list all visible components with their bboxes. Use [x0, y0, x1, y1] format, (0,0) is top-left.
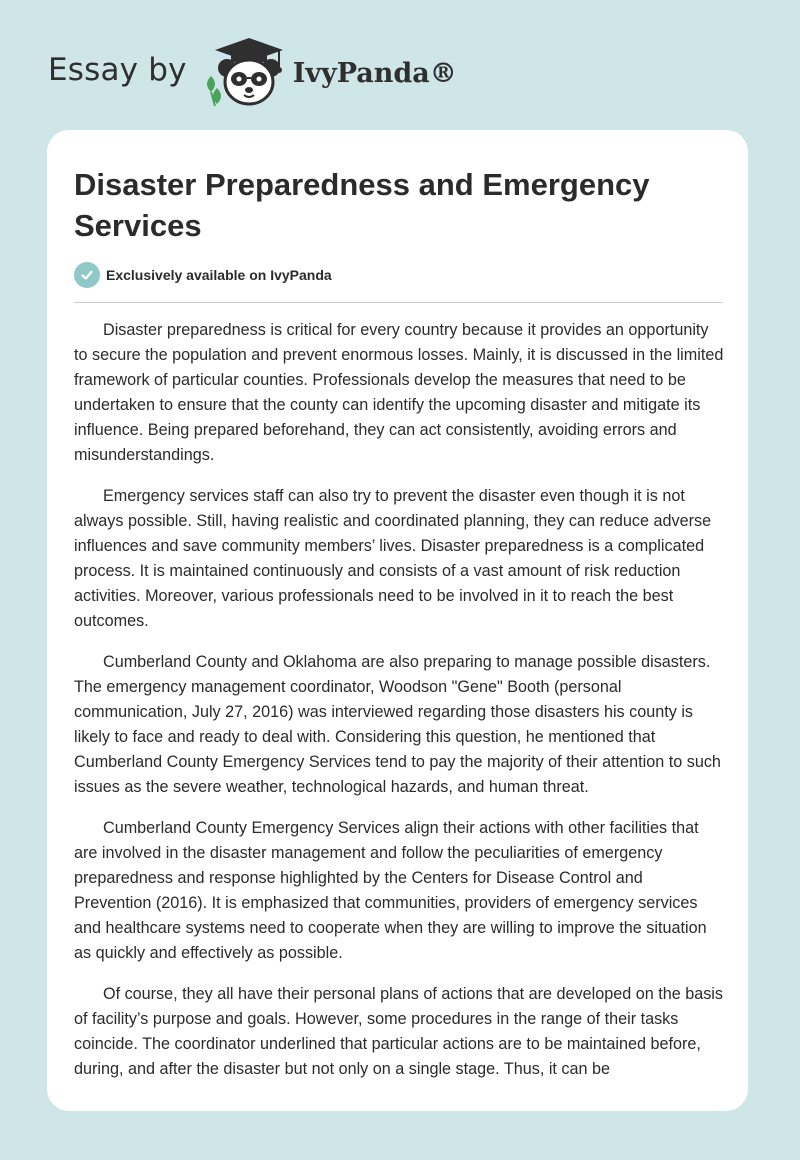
- paragraph: Cumberland County Emergency Services align their actions with other facilities that are involved in the disaster management and follow the peculiarities of emergency preparedness and response highlighted by the Centers for Disease Control and Prevention (2016). It is emphasized that communities, providers of emergency services and healthcare systems need to cooperate when they are willing to improve the situation as quickly and effectively as possible.: [74, 819, 707, 962]
- essay-by-label: Essay by: [48, 52, 187, 88]
- paragraph: Of course, they all have their personal plans of actions that are developed on the basis of facility’s purpose and goals. However, some procedures in the range of their tasks coincide. The coordinator underlined that particular actions are to be maintained before, during, and after the disaster but not only on a single stage. Thus, it can be: [74, 985, 724, 1078]
- check-icon: [74, 262, 100, 288]
- paragraph: Cumberland County and Oklahoma are also preparing to manage possible disasters. The emergency management coordinator, Woodson "Gene" Booth (personal communication, July 27, 2016) was interviewed regarding those disasters his county is likely to face and ready to deal with. Considering this question, he mentioned that Cumberland County Emergency Services tend to pay the majority of their attention to such issues as the severe weather, technological hazards, and human threat.: [74, 653, 721, 796]
- exclusive-label: Exclusively available on IvyPanda: [106, 267, 332, 283]
- paragraph: Disaster preparedness is critical for every country because it provides an opportunity to secure the population and prevent enormous losses. Mainly, it is discussed in the limited framework of particular counties. Professionals develop the measures that need to be undertaken to ensure that the county can identify the upcoming disaster and mitigate its influence. Being prepared beforehand, they can act consistently, avoiding errors and misunderstandings.: [74, 321, 724, 464]
- ivypanda-logo[interactable]: [201, 32, 457, 108]
- page-title: Disaster Preparedness and Emergency Services: [74, 167, 650, 243]
- divider: [74, 302, 723, 303]
- brand-name: IvyPanda®: [292, 57, 457, 89]
- essay-card: [47, 130, 748, 1111]
- site-header: [48, 30, 457, 110]
- paragraph: Emergency services staff can also try to prevent the disaster even though it is not always possible. Still, having realistic and coordinated planning, they can reduce adverse influences and save community members’ lives. Disaster preparedness is a complicated process. It is maintained continuously and consists of a vast amount of risk reduction activities. Moreover, various professionals need to be involved in it to reach the best outcomes.: [74, 487, 712, 630]
- exclusive-badge: [74, 262, 332, 288]
- essay-body: [74, 318, 724, 1098]
- panda-graduate-icon: [201, 32, 287, 108]
